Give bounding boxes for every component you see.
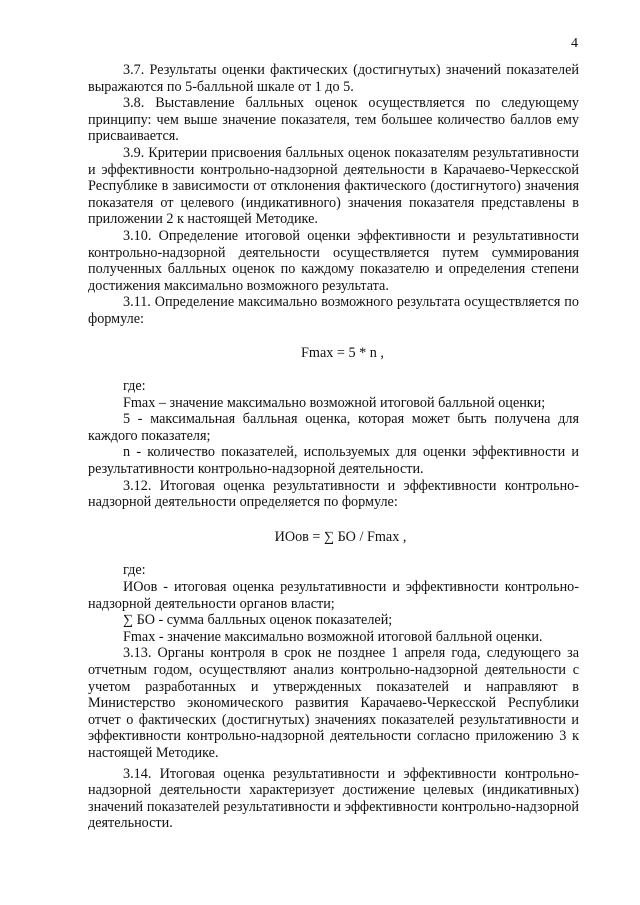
paragraph-3-13: 3.13. Органы контроля в срок не позднее 1 апреля года, следующего за отчетным годом, осуществляют анализ контрольно-надзорной деятельности с учетом разработанных и утвержденных показателей и направляют в Министерство экономического развития Карачаево-Черкесской Республики отчет о фактических (достигнутых) значениях показателей результативности и эффективности контрольно-надзорной деятельности согласно приложению 3 к настоящей Методике. — [88, 645, 579, 761]
formula-ioov: ИОов = ∑ БО / Fmax , — [274, 528, 407, 545]
paragraph-3-10: 3.10. Определение итоговой оценки эффективности и результативности контрольно-надзорной деятельности осуществляется путем суммирования полученных балльных оценок по каждому показателю и определения степени достижения максимально возможного результата. — [88, 227, 579, 294]
definition-ioov: ИОов - итоговая оценка результативности и эффективности контрольно-надзорной деятельности органов власти; — [88, 579, 579, 612]
page-number: 4 — [571, 36, 578, 51]
definition-fmax-2: Fmax - значение максимально возможной итоговой балльной оценки. — [123, 628, 543, 645]
paragraph-3-7: 3.7. Результаты оценки фактических (достигнутых) значений показателей выражаются по 5-балльной шкале от 1 до 5. — [88, 62, 579, 95]
formula-fmax: Fmax = 5 * n , — [301, 344, 384, 361]
definition-sum-bo: ∑ БО - сумма балльных оценок показателей; — [123, 612, 393, 629]
paragraph-3-9: 3.9. Критерии присвоения балльных оценок показателям результативности и эффективности контрольно-надзорной деятельности в Карачаево-Черкесской Республике в зависимости от отклонения фактического (достигнутого) значения показателя от целевого (индикативного) значения показателя представлены в приложении 2 к настоящей Методике. — [88, 144, 579, 228]
definition-five: 5 - максимальная балльная оценка, которая может быть получена для каждого показателя; — [88, 411, 579, 444]
paragraph-3-11: 3.11. Определение максимально возможного результата осуществляется по формуле: — [88, 294, 579, 327]
definition-n: n - количество показателей, используемых для оценки эффективности и результативности контрольно-надзорной деятельности. — [88, 444, 579, 478]
definition-fmax: Fmax – значение максимально возможной итоговой балльной оценки; — [123, 394, 546, 411]
paragraph-3-8: 3.8. Выставление балльных оценок осуществляется по следующему принципу: чем выше значение показателя, тем большее количество баллов ему присваивается. — [88, 95, 579, 145]
paragraph-3-14: 3.14. Итоговая оценка результативности и эффективности контрольно-надзорной деятельности характеризует достижение целевых (индикативных) значений показателей результативности и эффективности контрольно-надзорной деятельности. — [88, 765, 579, 832]
where-label-2: где: — [123, 562, 146, 579]
where-label-1: где: — [123, 378, 146, 395]
paragraph-3-12: 3.12. Итоговая оценка результативности и эффективности контрольно-надзорной деятельности определяется по формуле: — [88, 477, 579, 511]
document-body — [88, 62, 579, 832]
